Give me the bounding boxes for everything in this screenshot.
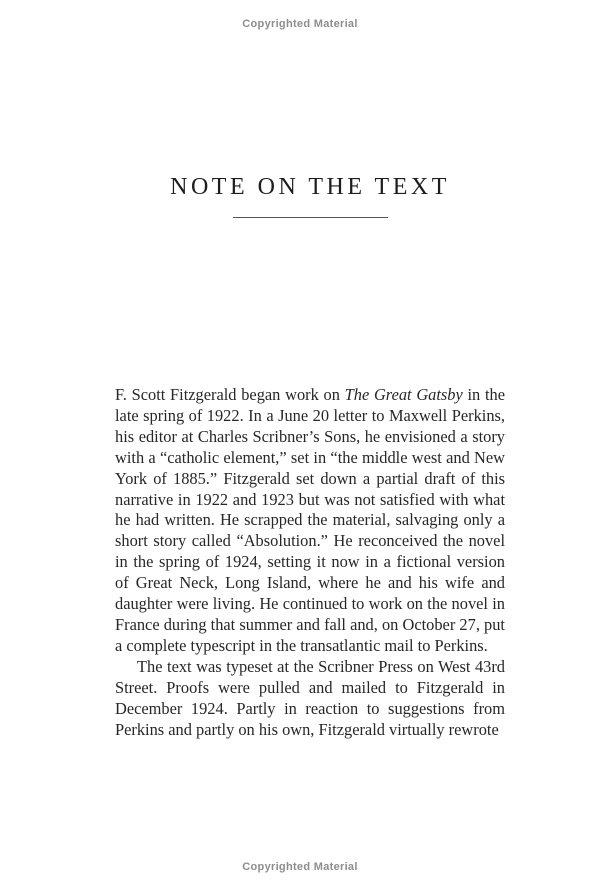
paragraph — [115, 657, 505, 741]
body-text — [115, 385, 505, 740]
heading-rule — [233, 217, 388, 218]
page-title: NOTE ON THE TEXT — [170, 174, 450, 200]
text-run: in the late spring of 1922. In a June 20 letter to Maxwell Perkins, his editor at Charles Scribner’s Sons, he envisioned a story with a “catholic element,” set in “the middle west and New York of 1885.” Fitzgerald set down a partial draft of this narrative in 1922 and 1923 but was not satisfied with what he had written. He scrapped the material, salvaging only a short story called “Absolution.” He reconceived the novel in the spring of 1924, setting it now in a fictional version of Great Neck, Long Island, where he and his wife and daughter were living. He continued to work on the novel in France during that summer and fall and, on October 27, put a complete typescript in the transatlantic mail to Perkins. — [115, 385, 505, 655]
book-title-italic: The Great Gatsby — [344, 385, 463, 404]
text-run: The text was typeset at the Scribner Press on West 43rd Street. Proofs were pulled and mailed to Fitzgerald in December 1924. Partly in reaction to suggestions from Perkins and partly on his own, Fitzgerald virtually rewrote — [115, 656, 505, 739]
copyright-notice-top: Copyrighted Material — [242, 18, 358, 30]
copyright-notice-bottom: Copyrighted Material — [242, 861, 358, 873]
paragraph — [115, 385, 505, 657]
text-run: F. Scott Fitzgerald began work on — [115, 385, 345, 404]
